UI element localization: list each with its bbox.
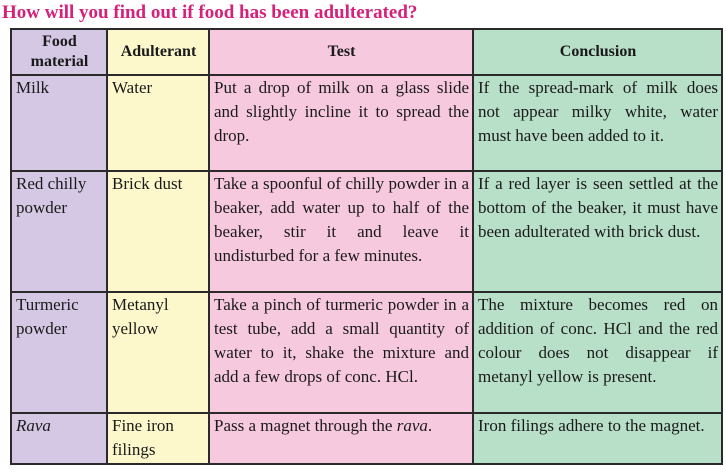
header-food-material-label: Food material bbox=[30, 33, 89, 70]
test-text-suffix: . bbox=[427, 416, 433, 435]
food-material-cell: Rava bbox=[11, 413, 107, 464]
conclusion-cell: If the spread-mark of milk does not appear milky white, water must have been added to it. bbox=[473, 75, 722, 171]
header-adulterant bbox=[107, 29, 209, 75]
adulterant-cell: Metanyl yellow bbox=[107, 292, 209, 413]
food-material-cell: Turmeric powder bbox=[11, 292, 107, 413]
conclusion-cell: Iron filings adhere to the magnet. bbox=[473, 413, 722, 464]
header-conclusion bbox=[473, 29, 722, 75]
food-material-cell: Red chilly powder bbox=[11, 171, 107, 292]
header-conclusion-label: Conclusion bbox=[559, 43, 637, 60]
test-text-prefix: Pass a magnet through the bbox=[214, 416, 397, 435]
table-header-row bbox=[11, 29, 722, 75]
adulterant-cell: Water bbox=[107, 75, 209, 171]
table-row bbox=[11, 75, 722, 171]
table-row bbox=[11, 413, 722, 464]
header-food-material bbox=[11, 29, 107, 75]
adulterant-cell: Fine iron filings bbox=[107, 413, 209, 464]
adulterant-cell: Brick dust bbox=[107, 171, 209, 292]
test-cell: Put a drop of milk on a glass slide and slightly incline it to spread the drop. bbox=[209, 75, 473, 171]
table-row bbox=[11, 292, 722, 413]
food-material-cell: Milk bbox=[11, 75, 107, 171]
table-row bbox=[11, 171, 722, 292]
test-cell bbox=[209, 413, 473, 464]
header-test bbox=[209, 29, 473, 75]
conclusion-cell: The mixture becomes red on addition of conc. HCl and the red colour does not disappear if metanyl yellow is present. bbox=[473, 292, 722, 413]
test-cell: Take a spoonful of chilly powder in a beaker, add water up to half of the beaker, stir it and leave it undisturbed for a few minutes. bbox=[209, 171, 473, 292]
page-title: How will you find out if food has been adulterated? bbox=[2, 2, 418, 23]
adulteration-table bbox=[10, 28, 723, 465]
test-cell: Take a pinch of turmeric powder in a test tube, add a small quantity of water to it, shake the mixture and add a few drops of conc. HCl. bbox=[209, 292, 473, 413]
test-text-emphasis: rava bbox=[396, 416, 428, 435]
header-adulterant-label: Adulterant bbox=[120, 43, 197, 60]
conclusion-cell: If a red layer is seen settled at the bottom of the beaker, it must have been adulterated with brick dust. bbox=[473, 171, 722, 292]
header-test-label: Test bbox=[327, 43, 356, 60]
